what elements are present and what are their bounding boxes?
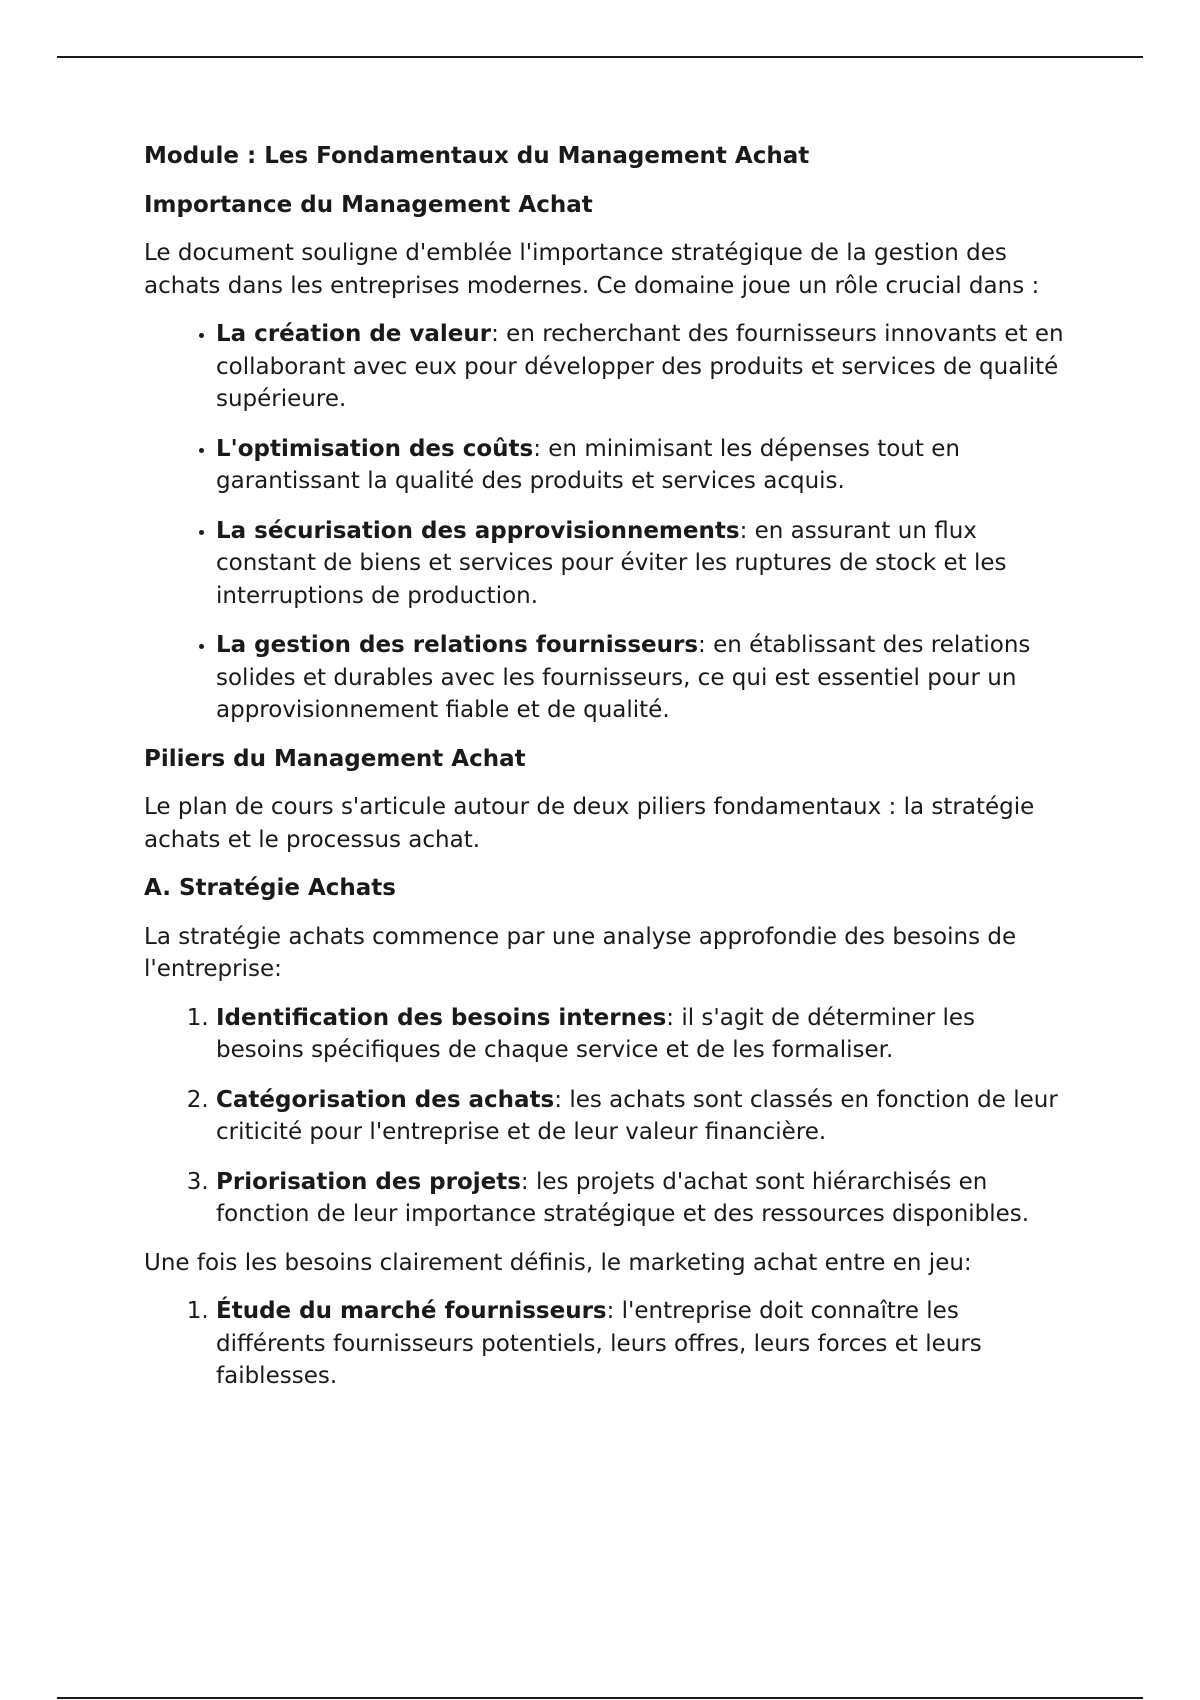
list-item xyxy=(216,515,1064,613)
list-item-text: : en recherchant des fournisseurs innovants et en collaborant avec eux pour développer des produits et services de qualité supérieure. xyxy=(216,321,1064,412)
list-item-text: : l'entreprise doit connaître les différents fournisseurs potentiels, leurs offres, leurs forces et leurs faiblesses. xyxy=(216,1298,982,1389)
importance-bullet-list xyxy=(144,318,1064,727)
section-heading-importance: Importance du Management Achat xyxy=(144,191,593,218)
list-item-term: La création de valeur xyxy=(216,321,492,347)
list-item xyxy=(216,433,1064,498)
section-heading-strategie: A. Stratégie Achats xyxy=(144,875,396,901)
strategie-numbered-list xyxy=(144,1002,1064,1231)
list-item-text: : en établissant des relations solides et durables avec les fournisseurs, ce qui est essentiel pour un approvisionnement fiable et de qualité. xyxy=(216,632,1031,723)
list-item-term: Priorisation des projets xyxy=(216,1168,521,1195)
bottom-rule xyxy=(57,1697,1143,1699)
list-item xyxy=(216,1084,1064,1149)
list-item xyxy=(216,1166,1064,1231)
section-heading-piliers: Piliers du Management Achat xyxy=(144,745,526,772)
list-item-term: L'optimisation des coûts xyxy=(216,435,534,462)
module-title: Module : Les Fondamentaux du Management Achat xyxy=(144,143,810,169)
paragraph-piliers-intro: Le plan de cours s'articule autour de deux piliers fondamentaux : la stratégie achats et le processus achat. xyxy=(144,794,1035,853)
list-item-term: Catégorisation des achats xyxy=(216,1086,555,1113)
marketing-numbered-list xyxy=(144,1295,1064,1393)
list-item-text: : les achats sont classés en fonction de leur criticité pour l'entreprise et de leur valeur financière. xyxy=(216,1086,1058,1145)
list-item-term: La gestion des relations fournisseurs xyxy=(216,632,699,658)
list-item-text: : il s'agit de déterminer les besoins spécifiques de chaque service et de les formaliser. xyxy=(216,1004,975,1063)
paragraph-marketing-transition: Une fois les besoins clairement définis, le marketing achat entre en jeu: xyxy=(144,1249,972,1276)
top-rule xyxy=(57,56,1143,58)
paragraph-strategie-intro: La stratégie achats commence par une analyse approfondie des besoins de l'entreprise: xyxy=(144,923,1017,982)
list-item-text: : en minimisant les dépenses tout en garantissant la qualité des produits et services acquis. xyxy=(216,435,960,494)
list-item-term: Identification des besoins internes xyxy=(216,1004,667,1031)
list-item-text: : les projets d'achat sont hiérarchisés en fonction de leur importance stratégique et des ressources disponibles. xyxy=(216,1168,1030,1227)
list-item xyxy=(216,629,1064,727)
document-body xyxy=(144,140,1064,1409)
list-item-text: : en assurant un flux constant de biens et services pour éviter les ruptures de stock et les interruptions de production. xyxy=(216,517,1007,609)
list-item xyxy=(216,1002,1064,1067)
list-item-term: La sécurisation des approvisionnements xyxy=(216,517,740,544)
list-item-term: Étude du marché fournisseurs xyxy=(216,1298,607,1324)
paragraph-importance-intro: Le document souligne d'emblée l'importance stratégique de la gestion des achats dans les entreprises modernes. Ce domaine joue un rôle crucial dans : xyxy=(144,240,1040,299)
list-item xyxy=(216,318,1064,416)
list-item xyxy=(216,1295,1064,1393)
